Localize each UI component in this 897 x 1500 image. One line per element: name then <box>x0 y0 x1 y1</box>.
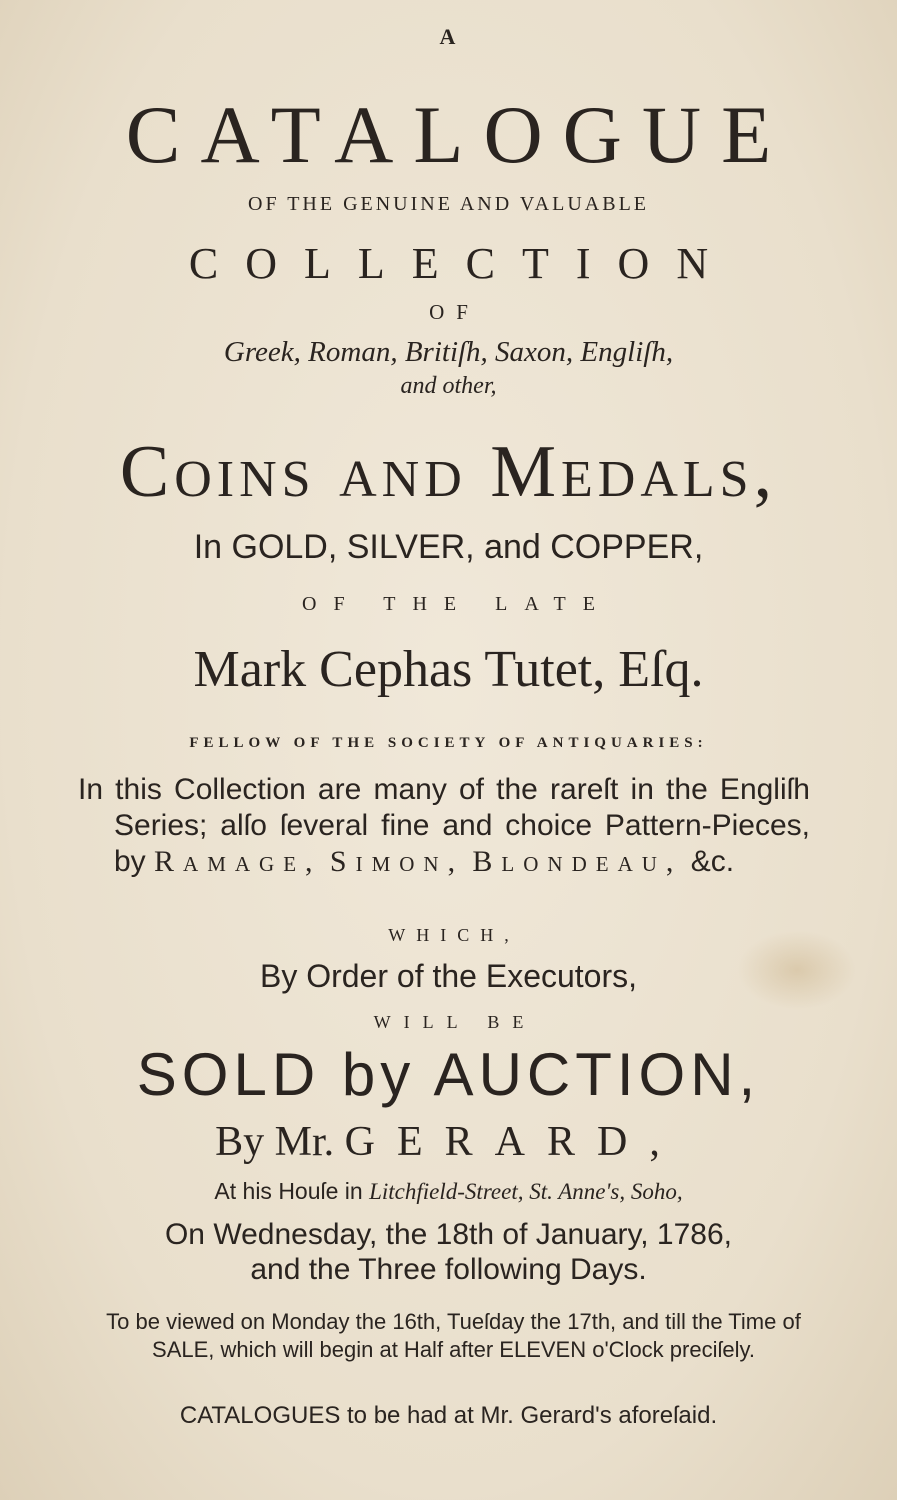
owner-name: Mark Cephas Tutet, Eſq. <box>193 641 704 698</box>
page-title: CATALOGUE <box>125 89 792 180</box>
collection-heading: COLLECTION <box>188 239 736 288</box>
auctioneer-line <box>0 1118 897 1166</box>
by-mr-text: By Mr. <box>215 1119 335 1165</box>
fellow-line: FELLOW OF THE SOCIETY OF ANTIQUARIES: <box>189 735 708 751</box>
house-address: Litchfield-Street, St. Anne's, Soho, <box>369 1179 683 1204</box>
of-the-late-line: OF THE LATE <box>302 593 612 615</box>
etc-text: &c. <box>690 845 735 878</box>
by-order-line: By Order of the Executors, <box>259 958 638 994</box>
metals-line: In GOLD, SILVER, and COPPER, <box>193 528 704 566</box>
description-text: In this Collection are many of the rareſt in the Engliſh Series; alſo ſeveral fine and choice Pattern-Pieces, by <box>78 773 810 878</box>
sold-by-auction-heading: SOLD by AUCTION, <box>136 1041 761 1108</box>
name-simon: Simon, <box>329 845 465 878</box>
house-prefix: At his Houſe in <box>214 1178 363 1204</box>
will-be-line: WILL BE <box>373 1012 537 1032</box>
name-ramage: Ramage, <box>154 845 322 878</box>
viewing-notice: To be viewed on Monday the 16th, Tueſday the 17th, and till the Time of SALE, which will begin at Half after ELEVEN o'Clock preciſely. <box>106 1309 801 1362</box>
auctioneer-name: GERARD, <box>344 1119 682 1165</box>
name-blondeau: Blondeau, <box>472 845 683 878</box>
which-line: WHICH, <box>388 925 520 945</box>
following-days: and the Three following Days. <box>250 1253 647 1286</box>
subtitle: OF THE GENUINE AND VALUABLE <box>248 193 649 215</box>
catalogues-notice: CATALOGUES to be had at Mr. Gerard's aforeſaid. <box>179 1402 718 1429</box>
collection-description <box>78 772 810 880</box>
coins-medals-heading: Coins and Medals, <box>119 431 778 513</box>
and-other-line: and other, <box>400 373 497 399</box>
of-line: OF <box>429 300 480 324</box>
sale-date: On Wednesday, the 18th of January, 1786, <box>164 1218 733 1251</box>
origins-line: Greek, Roman, Britiſh, Saxon, Engliſh, <box>223 336 674 368</box>
title-article: A <box>439 24 458 49</box>
house-line <box>0 1178 897 1205</box>
